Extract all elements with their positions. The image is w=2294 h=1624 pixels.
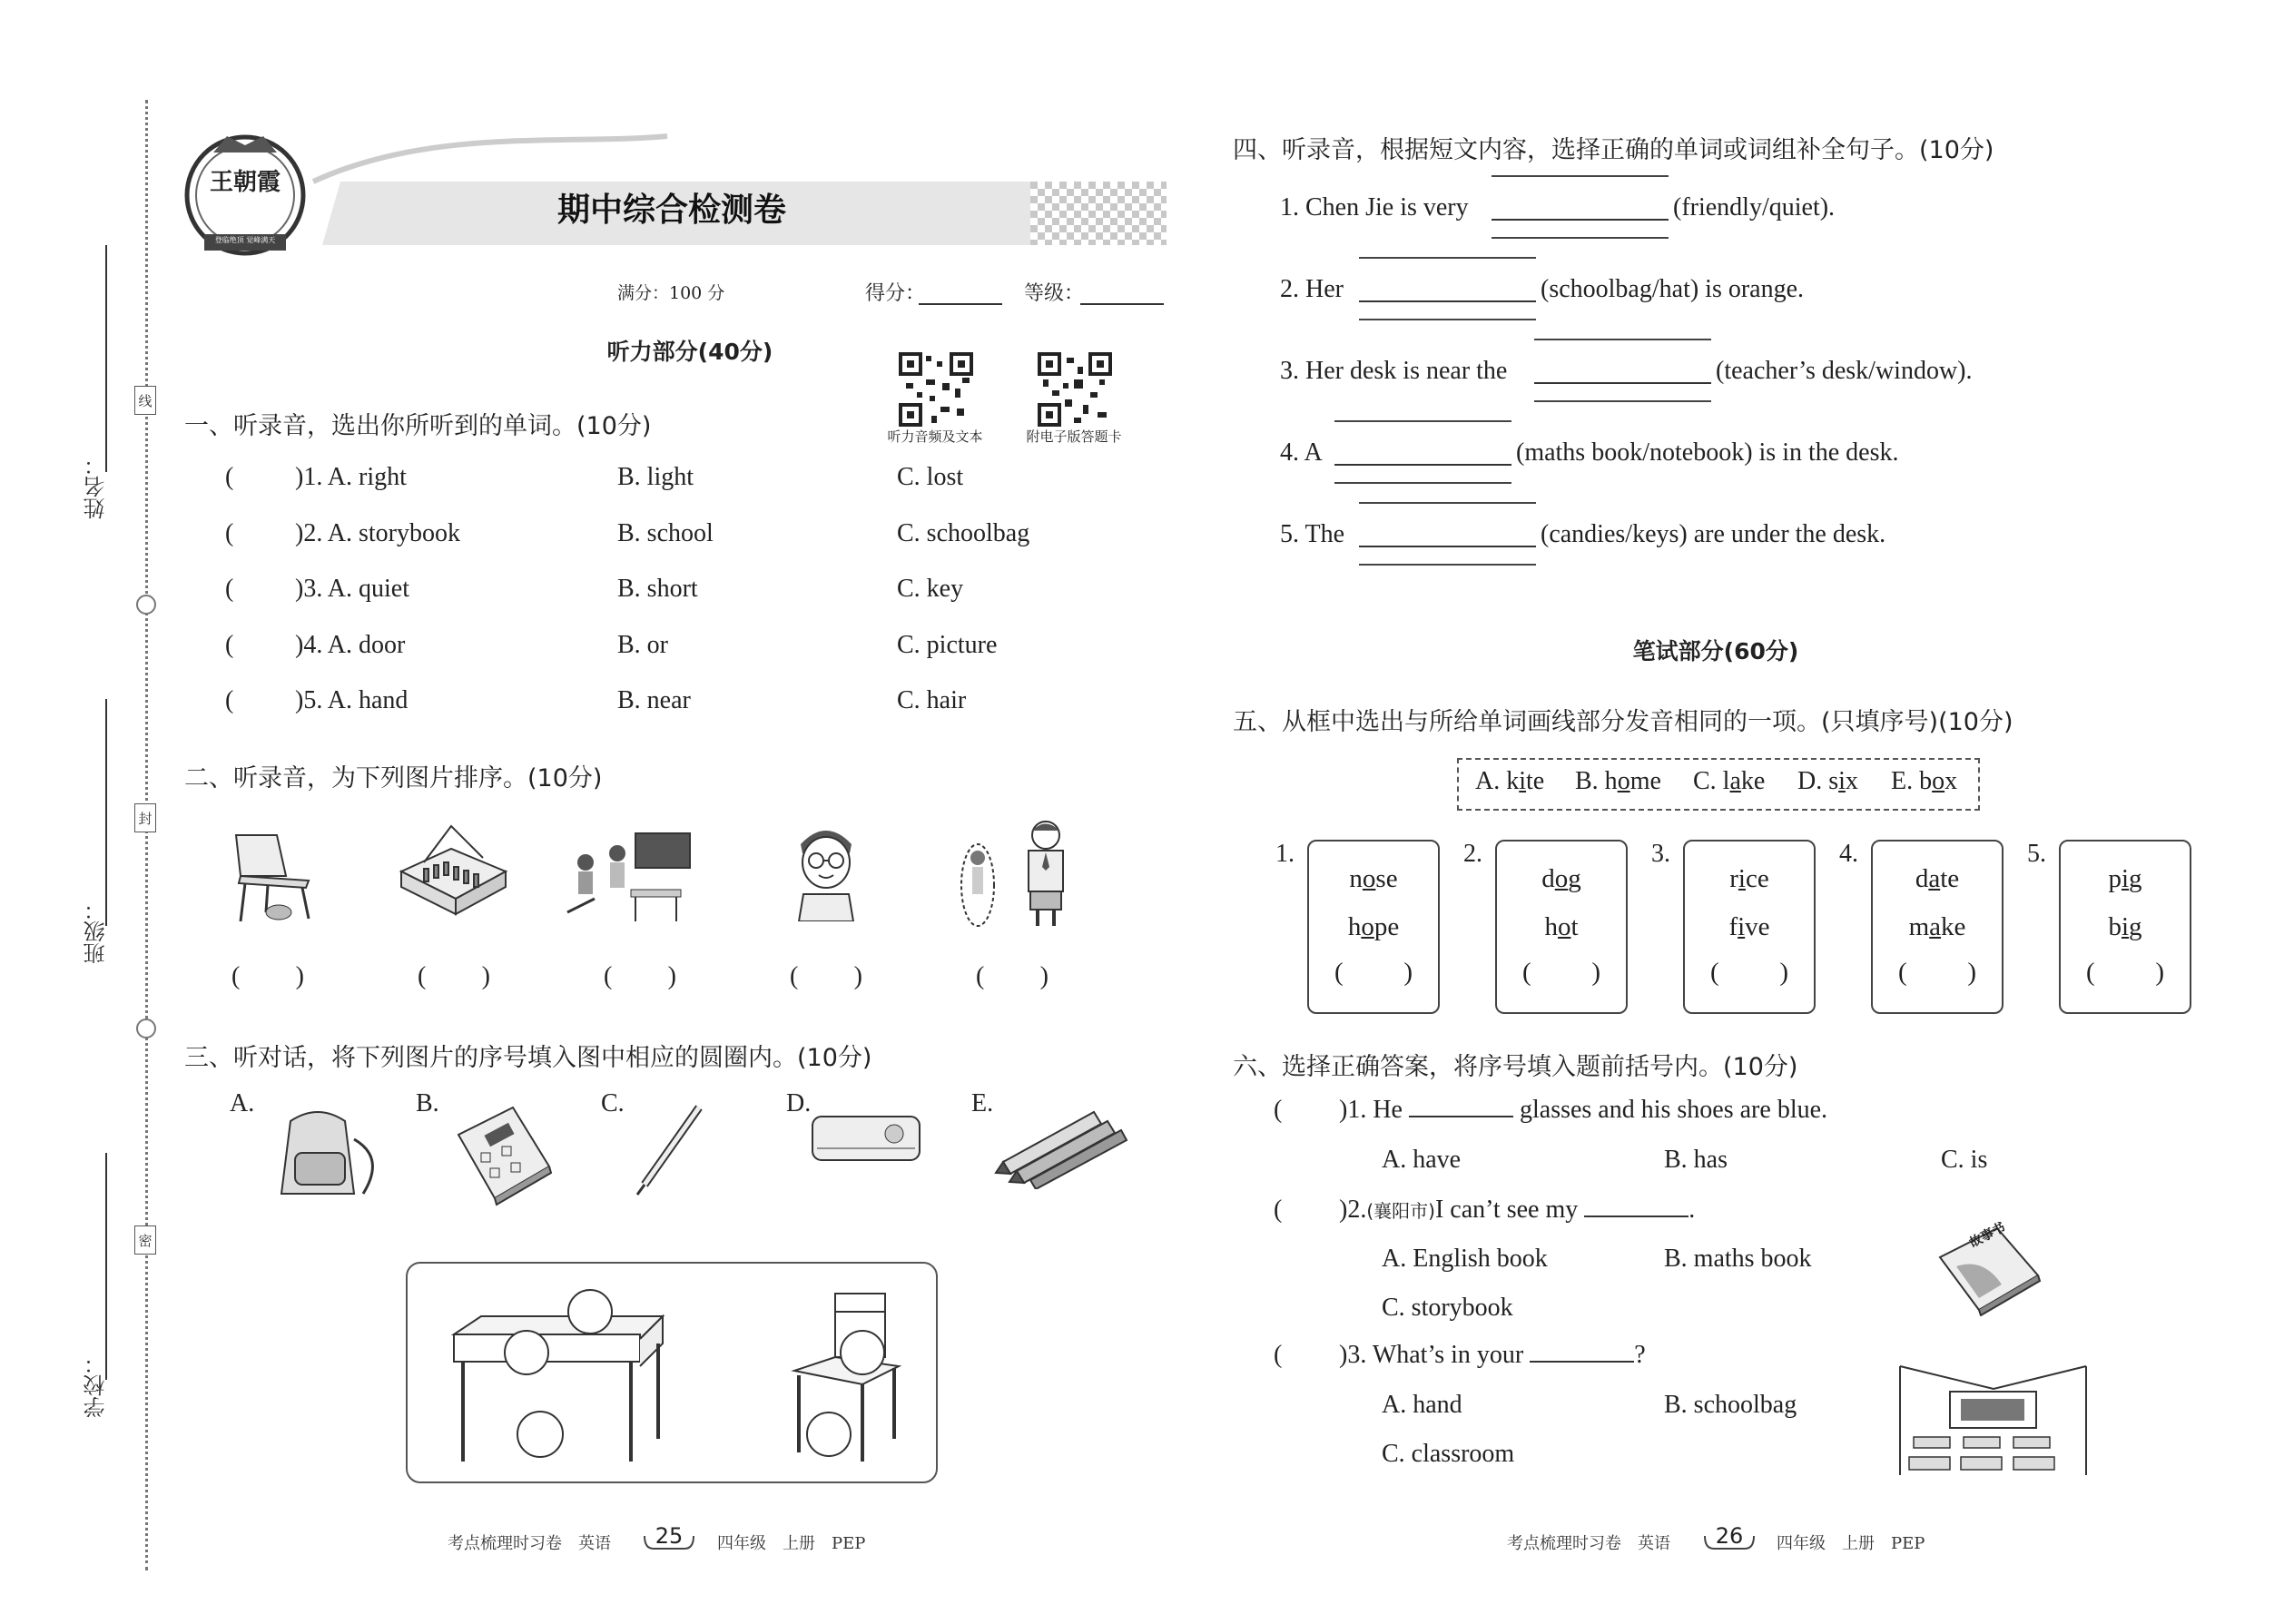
answer-blank[interactable] xyxy=(1359,546,1536,547)
q2-option-b[interactable]: B. maths book xyxy=(1664,1245,1812,1273)
q1-paren-open[interactable]: ( xyxy=(1274,1096,1283,1124)
q1-option-c[interactable]: C. is xyxy=(1941,1146,1988,1174)
underlined-letter: i xyxy=(1838,767,1846,795)
word-end: ve xyxy=(1745,912,1770,941)
letters-before: C. l xyxy=(1693,767,1730,795)
q1-stem xyxy=(1339,1096,1827,1125)
answer-paren[interactable]: ( xyxy=(225,519,234,547)
q3-paren-open[interactable]: ( xyxy=(1274,1341,1283,1369)
underlined-letter: o xyxy=(1932,767,1945,795)
word-end: g xyxy=(2129,864,2142,893)
paren-close: ) xyxy=(481,962,490,990)
option-c[interactable]: C. schoolbag xyxy=(897,519,1030,547)
answer-blank[interactable] xyxy=(1492,219,1669,221)
phonics-card xyxy=(1495,840,1628,1014)
grade-blank[interactable] xyxy=(1080,303,1164,305)
paren-close: ) xyxy=(853,962,862,990)
logo-text: 王朝霞 xyxy=(209,169,281,196)
q3-stem-post: ? xyxy=(1634,1341,1646,1369)
card-word xyxy=(1309,864,1438,894)
option-b[interactable]: B. near xyxy=(617,686,691,714)
letters-before: D. s xyxy=(1797,767,1839,795)
option-line xyxy=(1359,319,1536,320)
paren-open: ( xyxy=(2086,958,2095,987)
paren-close: ) xyxy=(1967,958,1976,987)
seal-char-mi: 密 xyxy=(134,1225,156,1255)
paren-open: ( xyxy=(1710,958,1719,987)
school-label: 学校： xyxy=(84,1353,109,1418)
seal-char-feng: 封 xyxy=(134,803,156,832)
underlined-letter: a xyxy=(1729,767,1741,795)
answer-paren[interactable]: ( xyxy=(225,686,234,714)
q2-stem-mid: I can’t see my xyxy=(1434,1196,1579,1224)
footer-left-series: 考点梳理时习卷 英语 xyxy=(448,1534,611,1553)
word-end: se xyxy=(1375,864,1398,893)
option-b[interactable]: B. short xyxy=(617,575,698,603)
word-end: pe xyxy=(1373,912,1400,941)
word-end: te xyxy=(1940,864,1960,893)
section6-title: 六、选择正确答案，将序号填入题前括号内。(10分) xyxy=(1233,1053,1798,1081)
order-answer-blank[interactable] xyxy=(790,962,862,991)
answer-blank[interactable] xyxy=(1359,300,1536,302)
phonics-card xyxy=(2059,840,2191,1014)
phonics-card xyxy=(1307,840,1440,1014)
card-word xyxy=(1685,864,1814,894)
option-b[interactable]: B. light xyxy=(617,463,694,491)
option-d-label: D. xyxy=(786,1089,812,1117)
sentence-suffix: (maths book/notebook) is in the desk. xyxy=(1516,438,1899,467)
chair-picture xyxy=(222,826,322,926)
word-start: b xyxy=(2108,912,2122,941)
option-b[interactable]: B. school xyxy=(617,519,714,547)
answer-blank[interactable] xyxy=(1334,464,1511,466)
option-e-label: E. xyxy=(971,1089,994,1117)
storybook-cover-title: 故事书 xyxy=(1967,1219,2008,1251)
crayon-box-picture xyxy=(392,822,510,921)
option-line xyxy=(1359,564,1536,566)
word-start: r xyxy=(1729,864,1738,893)
word-underlined: i xyxy=(1738,912,1746,941)
desk-picture xyxy=(445,1280,672,1471)
sentence-suffix: (teacher’s desk/window). xyxy=(1716,357,1973,385)
paren-open: ( xyxy=(231,962,241,990)
q2-stem xyxy=(1339,1196,1695,1225)
word-underlined: a xyxy=(1929,912,1942,941)
footer-right-series: 考点梳理时习卷 英语 xyxy=(1507,1534,1670,1553)
letters-after: me xyxy=(1629,767,1661,795)
option-b[interactable]: B. or xyxy=(617,631,668,659)
class-label: 班级： xyxy=(84,899,109,964)
card-answer-blank[interactable] xyxy=(1522,958,1600,988)
letters-after: te xyxy=(1526,767,1545,795)
word-start: f xyxy=(1728,912,1738,941)
classroom-picture xyxy=(558,826,694,926)
q1-option-b[interactable]: B. has xyxy=(1664,1146,1728,1174)
binding-ring-icon xyxy=(136,1019,156,1038)
score-blank[interactable] xyxy=(919,303,1002,305)
full-score: 满分：100 分 xyxy=(617,283,725,303)
word-start: h xyxy=(1544,912,1558,941)
card-answer-blank[interactable] xyxy=(1898,958,1976,988)
score-label: 得分： xyxy=(865,282,926,305)
q2-blank[interactable] xyxy=(1584,1216,1689,1217)
section5-title: 五、从框中选出与所给单词画线部分发音相同的一项。(只填序号)(10分) xyxy=(1233,708,2013,736)
q2-region-tag: (襄阳市) xyxy=(1366,1200,1435,1222)
binding-dotted-line xyxy=(145,100,148,1570)
paren-close: ) xyxy=(667,962,676,990)
sentence-suffix: (schoolbag/hat) is orange. xyxy=(1541,275,1805,303)
phonics-card xyxy=(1683,840,1816,1014)
card-number: 3. xyxy=(1651,840,1670,868)
word-end: ce xyxy=(1745,864,1769,893)
card-number: 4. xyxy=(1839,840,1858,868)
q2-option-c[interactable]: C. storybook xyxy=(1382,1294,1513,1322)
word-end: g xyxy=(1568,864,1581,893)
word-start: p xyxy=(2108,864,2122,893)
word-underlined: o xyxy=(1554,864,1569,893)
paren-open: ( xyxy=(418,962,427,990)
option-a[interactable]: )3. A. quiet xyxy=(295,575,409,603)
letters-before: E. b xyxy=(1891,767,1933,795)
option-a[interactable]: )4. A. door xyxy=(295,631,406,659)
card-word xyxy=(1873,912,2002,942)
option-line xyxy=(1334,420,1511,422)
word-underlined: o xyxy=(1361,912,1374,941)
paren-open: ( xyxy=(976,962,985,990)
phonics-option xyxy=(1891,767,1957,796)
word-underlined: o xyxy=(1362,864,1376,893)
phonics-option xyxy=(1797,767,1858,796)
footer-right-grade: 四年级 上册 PEP xyxy=(1777,1534,1925,1553)
grade-label: 等级： xyxy=(1024,282,1085,305)
word-underlined: i xyxy=(2121,912,2130,941)
option-c[interactable]: C. hair xyxy=(897,686,967,714)
option-line xyxy=(1334,482,1511,484)
name-fill-line xyxy=(105,245,107,472)
section4-title: 四、听录音，根据短文内容，选择正确的单词或词组补全句子。(10分) xyxy=(1233,136,1994,164)
letters-after: x xyxy=(1845,767,1858,795)
word-underlined: i xyxy=(1738,864,1746,893)
footer-left-grade: 四年级 上册 PEP xyxy=(717,1534,866,1553)
card-word xyxy=(1497,864,1626,894)
sentence-suffix: (friendly/quiet). xyxy=(1673,193,1836,221)
sentence-prefix: 1. Chen Jie is very xyxy=(1280,193,1469,221)
letters-after: ke xyxy=(1740,767,1766,795)
paren-close: ) xyxy=(1779,958,1788,987)
option-c-label: C. xyxy=(601,1089,625,1117)
option-a[interactable]: )1. A. right xyxy=(295,463,407,491)
paren-open: ( xyxy=(790,962,799,990)
qr1-caption: 听力音频及文本 xyxy=(887,428,983,445)
crayons-picture xyxy=(994,1098,1130,1189)
option-a-label: A. xyxy=(230,1089,255,1117)
word-start: m xyxy=(1908,912,1930,941)
order-answer-blank[interactable] xyxy=(976,962,1049,991)
q3-option-a[interactable]: A. hand xyxy=(1382,1391,1462,1419)
option-a[interactable]: )2. A. storybook xyxy=(295,519,460,547)
paren-open: ( xyxy=(1334,958,1344,987)
q3-blank[interactable] xyxy=(1530,1361,1634,1363)
q3-option-c[interactable]: C. classroom xyxy=(1382,1440,1515,1468)
card-word xyxy=(1685,912,1814,942)
binding-ring-icon xyxy=(136,595,156,615)
card-answer-blank[interactable] xyxy=(1710,958,1788,988)
qr-code-icon[interactable] xyxy=(1038,352,1112,427)
pen-picture xyxy=(626,1098,717,1198)
q3-option-b[interactable]: B. schoolbag xyxy=(1664,1391,1797,1419)
paren-open: ( xyxy=(604,962,613,990)
word-underlined: a xyxy=(1928,864,1941,893)
card-word xyxy=(1309,912,1438,942)
letters-after: x xyxy=(1944,767,1958,795)
word-start: d xyxy=(1541,864,1555,893)
girl-boy-picture xyxy=(958,812,1076,930)
answer-paren[interactable]: ( xyxy=(225,631,234,659)
class-fill-line xyxy=(105,699,107,926)
paren-close: ) xyxy=(295,962,304,990)
card-word xyxy=(2061,912,2190,942)
section2-title: 二、听录音，为下列图片排序。(10分) xyxy=(184,764,603,792)
word-underlined: i xyxy=(2121,864,2130,893)
page-title: 期中综合检测卷 xyxy=(556,192,786,229)
phonics-card xyxy=(1871,840,2004,1014)
card-number: 5. xyxy=(2027,840,2046,868)
option-c[interactable]: C. picture xyxy=(897,631,998,659)
option-a[interactable]: )5. A. hand xyxy=(295,686,409,714)
word-end: ke xyxy=(1941,912,1966,941)
word-underlined: o xyxy=(1557,912,1571,941)
sentence-prefix: 3. Her desk is near the xyxy=(1280,357,1508,385)
q2-stem-pre: )2. xyxy=(1339,1196,1367,1224)
option-line xyxy=(1359,502,1536,504)
classroom-picture xyxy=(1895,1357,2091,1480)
word-start: d xyxy=(1915,864,1929,893)
answer-paren[interactable]: ( xyxy=(225,463,234,491)
seal-char-xian: 线 xyxy=(134,386,156,415)
written-title: 笔试部分(60分) xyxy=(1632,638,1799,664)
q1-stem-pre: )1. He xyxy=(1339,1096,1403,1124)
page-bracket-icon xyxy=(643,1532,695,1552)
name-label: 姓名： xyxy=(84,454,109,519)
page-number-right: 26 xyxy=(1715,1523,1744,1549)
listening-title: 听力部分(40分) xyxy=(606,339,773,365)
word-start: n xyxy=(1349,864,1363,893)
book-picture xyxy=(449,1103,554,1207)
card-number: 1. xyxy=(1275,840,1295,868)
chair-with-circles-picture xyxy=(781,1284,917,1466)
logo-subtext: 登临绝顶 觉峰满天 xyxy=(214,236,276,244)
schoolbag-picture xyxy=(263,1103,390,1203)
q2-paren-open[interactable]: ( xyxy=(1274,1196,1283,1224)
option-line xyxy=(1492,175,1669,177)
sentence-prefix: 4. A xyxy=(1280,438,1323,467)
letters-before: A. k xyxy=(1475,767,1520,795)
word-start: h xyxy=(1347,912,1362,941)
option-c[interactable]: C. lost xyxy=(897,463,964,491)
option-line xyxy=(1534,400,1711,402)
option-c[interactable]: C. key xyxy=(897,575,964,603)
page-bracket-icon xyxy=(1703,1532,1756,1552)
q2-stem-post: . xyxy=(1689,1196,1696,1224)
underlined-letter: i xyxy=(1519,767,1527,795)
section1-title: 一、听录音，选出你所听到的单词。(10分) xyxy=(184,412,652,440)
order-answer-blank[interactable] xyxy=(231,962,304,991)
option-b-label: B. xyxy=(416,1089,439,1117)
card-word xyxy=(1873,864,2002,894)
sentence-prefix: 2. Her xyxy=(1280,275,1344,303)
q1-blank[interactable] xyxy=(1409,1116,1513,1117)
letters-before: B. h xyxy=(1575,767,1618,795)
option-line xyxy=(1359,257,1536,259)
paren-open: ( xyxy=(1898,958,1907,987)
qr-code-icon[interactable] xyxy=(899,352,973,427)
boy-glasses-picture xyxy=(790,817,862,921)
paren-close: ) xyxy=(1039,962,1049,990)
card-answer-blank[interactable] xyxy=(2086,958,2164,988)
answer-blank[interactable] xyxy=(1534,382,1711,384)
card-number: 2. xyxy=(1463,840,1482,868)
sentence-prefix: 5. The xyxy=(1280,520,1345,548)
word-end: t xyxy=(1570,912,1579,941)
card-word xyxy=(1497,912,1626,942)
q3-stem-pre: )3. What’s in your xyxy=(1339,1341,1524,1369)
word-end: g xyxy=(2129,912,2142,941)
q1-stem-post: glasses and his shoes are blue. xyxy=(1519,1096,1828,1124)
paren-close: ) xyxy=(2155,958,2164,987)
underlined-letter: o xyxy=(1617,767,1630,795)
phonics-option xyxy=(1475,767,1544,796)
paren-open: ( xyxy=(1522,958,1531,987)
school-fill-line xyxy=(105,1153,107,1380)
option-line xyxy=(1534,339,1711,340)
sentence-suffix: (candies/keys) are under the desk. xyxy=(1541,520,1886,548)
paren-close: ) xyxy=(1591,958,1600,987)
paren-close: ) xyxy=(1403,958,1413,987)
page-number-left: 25 xyxy=(655,1523,684,1549)
card-answer-blank[interactable] xyxy=(1334,958,1413,988)
q2-option-a[interactable]: A. English book xyxy=(1382,1245,1548,1273)
pencil-case-picture xyxy=(808,1112,926,1166)
section3-title: 三、听对话，将下列图片的序号填入图中相应的圆圈内。(10分) xyxy=(184,1044,872,1072)
order-answer-blank[interactable] xyxy=(418,962,490,991)
order-answer-blank[interactable] xyxy=(604,962,676,991)
qr2-caption: 附电子版答题卡 xyxy=(1026,428,1122,445)
phonics-option xyxy=(1575,767,1661,796)
q1-option-a[interactable]: A. have xyxy=(1382,1146,1462,1174)
phonics-option xyxy=(1693,767,1765,796)
card-word xyxy=(2061,864,2190,894)
answer-paren[interactable]: ( xyxy=(225,575,234,603)
q3-stem xyxy=(1339,1341,1646,1370)
option-line xyxy=(1492,237,1669,239)
